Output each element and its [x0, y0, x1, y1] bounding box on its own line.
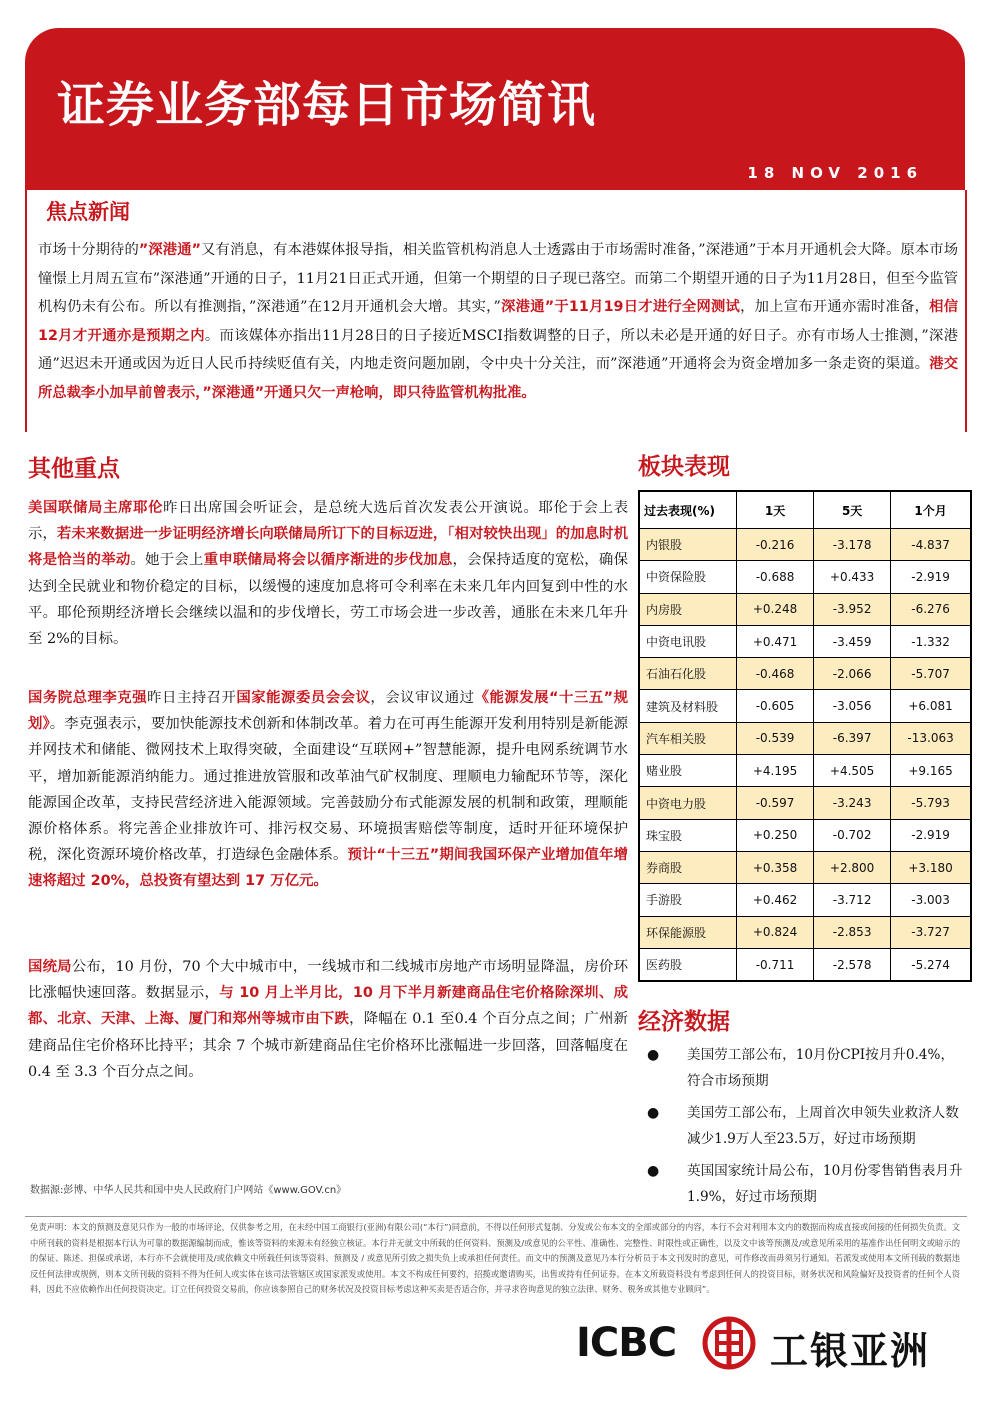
text-run: ，降幅在 0.1 至0.4 个百分点之间；广州新建商品住宅价格环比持平；其余 7 个城市新建商品住宅价格环比涨幅进一步回落，回落幅度在 0.4 至 3.3 个百分点之间。 — [28, 1011, 628, 1080]
value-1d-cell: +0.462 — [737, 884, 814, 916]
value-1d-cell: -0.216 — [737, 529, 814, 561]
list-item-text: 美国劳工部公布，上周首次申领失业救济人数减少1.9万人至23.5万，好过市场预期 — [687, 1105, 959, 1147]
text-run: 公布，10 月份，70 个大中城市中，一线城市和二线城市房地产市场明显降温，房价环比涨幅快速回落。数据显示， — [28, 959, 628, 1002]
value-5d-cell: -3.459 — [814, 625, 891, 657]
highlight-run: 预计“十三五”期间我国环保产业增加值年增速将超过 20%，总投资有望达到 17 万亿元。 — [28, 847, 628, 890]
sector-name-cell: 赌业股 — [639, 755, 737, 787]
value-1m-cell: -13.063 — [891, 722, 971, 754]
value-1m-cell: -4.837 — [891, 529, 971, 561]
value-1d-cell: -0.597 — [737, 787, 814, 819]
highlight-run: 国家能源委员会会议 — [236, 690, 371, 706]
sector-name-cell: 内银股 — [639, 529, 737, 561]
sector-name-cell: 券商股 — [639, 851, 737, 883]
text-run: ，加上宣布开通亦需时准备， — [740, 299, 930, 316]
data-source-note: 数据源:彭博、中华人民共和国中央人民政府门户网站《www.GOV.cn》 — [30, 1185, 347, 1196]
text-run: 又有消息，有本港媒体报导指，相关监管机构消息人士透露由于市场需时准备，”深港通”于本月开通机会大降。原本市场憧憬上月周五宣布”深港通”开通的日子，11月21日正式开通，但第一个期望的日子现已落空。而第二个期望开通的日子为11月28日，但至今监管机构仍未有公布。所以有推测指，”深港通”在12月开通机会大增。其实，” — [38, 242, 959, 316]
list-item — [645, 1100, 967, 1152]
sector-name-cell: 手游股 — [639, 884, 737, 916]
column-header: 5天 — [814, 491, 891, 529]
sector-name-cell: 中资电力股 — [639, 787, 737, 819]
value-5d-cell: +2.800 — [814, 851, 891, 883]
list-item-text: 美国劳工部公布，10月份CPI按月升0.4%，符合市场预期 — [687, 1047, 955, 1089]
value-5d-cell: +4.505 — [814, 755, 891, 787]
fed-paragraph — [28, 495, 628, 652]
text-run: 。而该媒体亦指出11月28日的日子接近MSCI指数调整的日子，所以未必是开通的好日子。亦有市场人士推测，”深港通”迟迟未开通或因为近日人民币持续贬值有关，内地走资问题加剧，令中央十分关注，而”深港通”开通将会为资金增加多一条走资的渠道。 — [38, 327, 958, 373]
column-header: 1天 — [737, 491, 814, 529]
bullet-icon: ● — [647, 1163, 660, 1179]
value-1d-cell: +0.471 — [737, 625, 814, 657]
value-1d-cell: +0.358 — [737, 851, 814, 883]
value-1d-cell: -0.539 — [737, 722, 814, 754]
list-item — [645, 1158, 967, 1210]
list-item-text: 英国国家统计局公布，10月份零售销售表月升1.9%，好过市场预期 — [687, 1163, 963, 1205]
highlight-run: 重申联储局将会以循序渐进的步伐加息 — [203, 552, 453, 569]
table-row — [639, 561, 971, 593]
value-1d-cell: -0.605 — [737, 690, 814, 722]
value-5d-cell: -0.702 — [814, 819, 891, 851]
list-item — [645, 1042, 967, 1094]
sector-name-cell: 珠宝股 — [639, 819, 737, 851]
sector-performance-table — [638, 490, 972, 982]
value-1m-cell: -6.276 — [891, 593, 971, 625]
value-1m-cell: -5.793 — [891, 787, 971, 819]
text-run: 昨日主持召开 — [147, 690, 237, 706]
value-1m-cell: +6.081 — [891, 690, 971, 722]
value-1d-cell: +0.824 — [737, 916, 814, 948]
table-row — [639, 658, 971, 690]
value-1d-cell: +4.195 — [737, 755, 814, 787]
highlight-run: 港交所总裁李小加早前曾表示，”深港通”开通只欠一声枪响，即只待监管机构批准。 — [38, 356, 959, 401]
sector-name-cell: 汽车相关股 — [639, 722, 737, 754]
other-highlights-heading: 其他重点 — [28, 456, 120, 482]
focus-news-heading: 焦点新闻 — [46, 200, 130, 224]
table-row — [639, 851, 971, 883]
text-run: 市场十分期待的 — [38, 242, 139, 258]
table-row — [639, 625, 971, 657]
table-row — [639, 787, 971, 819]
sector-performance-heading: 板块表现 — [638, 454, 730, 480]
table-row — [639, 948, 971, 981]
value-1m-cell: +9.165 — [891, 755, 971, 787]
value-5d-cell: +0.433 — [814, 561, 891, 593]
icbc-emblem-icon — [702, 1316, 756, 1370]
value-1d-cell: +0.248 — [737, 593, 814, 625]
value-5d-cell: -3.952 — [814, 593, 891, 625]
logo-english: ICBC — [576, 1320, 677, 1366]
property-paragraph — [28, 954, 628, 1085]
sector-name-cell: 环保能源股 — [639, 916, 737, 948]
text-run: 。她于会上 — [130, 552, 204, 569]
sector-name-cell: 中资电讯股 — [639, 625, 737, 657]
sector-name-cell: 医药股 — [639, 948, 737, 981]
report-date: 18 NOV 2016 — [747, 164, 923, 182]
bullet-icon: ● — [647, 1047, 660, 1063]
value-5d-cell: -2.578 — [814, 948, 891, 981]
highlight-run: 若未来数据进一步证明经济增长向联储局所订下的目标迈进，「相对较快出现」的加息时机将是恰当的举动 — [28, 526, 628, 569]
table-row — [639, 593, 971, 625]
economic-data-list — [645, 1042, 967, 1216]
table-row — [639, 916, 971, 948]
page-title: 证券业务部每日市场简讯 — [57, 77, 597, 133]
table-row — [639, 819, 971, 851]
value-5d-cell: -3.243 — [814, 787, 891, 819]
highlight-run: 美国联储局主席耶伦 — [28, 500, 164, 516]
table-row — [639, 690, 971, 722]
value-1m-cell: +3.180 — [891, 851, 971, 883]
highlight-run: 国务院总理李克强 — [28, 690, 148, 706]
value-5d-cell: -2.853 — [814, 916, 891, 948]
highlight-run: ”深港通” — [138, 242, 202, 258]
sector-name-cell: 建筑及材料股 — [639, 690, 737, 722]
value-1m-cell: -2.919 — [891, 819, 971, 851]
column-header: 1个月 — [891, 491, 971, 529]
value-1m-cell: -5.274 — [891, 948, 971, 981]
icbc-logo — [576, 1316, 964, 1372]
value-1d-cell: +0.250 — [737, 819, 814, 851]
highlight-run: 与 10 月上半月比，10 月下半月新建商品住宅价格除深圳、成都、北京、天津、上海、厦门和郑州等城市由下跌 — [28, 985, 628, 1028]
highlight-run: 深港通”于11月19日才进行全网测试 — [500, 299, 741, 316]
value-5d-cell: -6.397 — [814, 722, 891, 754]
text-run: ，会议审议通过 — [370, 690, 475, 706]
value-1d-cell: -0.688 — [737, 561, 814, 593]
text-run: 昨日出席国会听证会，是总统大选后首次发表公开演说。耶伦于会上表示， — [28, 500, 628, 543]
highlight-run: 《能源发展“十三五”规划》 — [28, 690, 628, 733]
highlight-run: 国统局 — [28, 959, 72, 975]
table-row — [639, 884, 971, 916]
sector-name-cell: 石油石化股 — [639, 658, 737, 690]
bullet-icon: ● — [647, 1105, 660, 1121]
value-1m-cell: -2.919 — [891, 561, 971, 593]
disclaimer-text: 免责声明：本文的预测及意见只作为一般的市场评论，仅供参考之用，在未经中国工商银行(亚洲)有限公司(“本行”)同意前，不得以任何形式复制、分发或公布本文的全部或部分的内容，本行不会对利用本文内的数据而构成直接或间接的任何损失负责。文中所刊载的资料是根据本行认为可靠的数据源编制而成，惟该等资料的来源未有经独立核证。本行并无就文中所载的任何资料、预测及/或意见的公平性、准确性、完整性、时限性或正确性，以及文中该等预测及/或意见所采用的基准作出任何明文或暗示的的保证、陈述、担保或承诺，本行亦不会就使用及/或依赖文中所载任何该等资料、预测及 / 或意见所引致之损失负上或承担任何责任。而文中的预测及意见乃本行分析员于本文刊发时的意见，可作修改而毋须另行通知。若派发或使用本文所刊载的数据违反任何法律或规例，则本文所刊载的资料不得为任何人或实体在该司法管辖区或国家派发或使用。本文不构成任何要约，招揽或邀请购买，出售或持有任何证券。在本文所载资料没有考虑到任何人的投资目标，财务状况和风险偏好及投资者的任何个人资料，因此不应依赖作出任何投资决定。订立任何投资交易前，你应该参照自己的财务状况及投资目标考虑这种买卖是否适合你，并寻求咨询意见的独立法律、财务、税务或其他专业顾问”。 — [30, 1222, 960, 1295]
energy-paragraph — [28, 685, 628, 895]
value-1d-cell: -0.468 — [737, 658, 814, 690]
value-1d-cell: -0.711 — [737, 948, 814, 981]
value-5d-cell: -3.056 — [814, 690, 891, 722]
economic-data-heading: 经济数据 — [638, 1009, 730, 1035]
table-header-row — [639, 491, 971, 529]
value-1m-cell: -1.332 — [891, 625, 971, 657]
divider — [25, 1216, 967, 1217]
value-5d-cell: -2.066 — [814, 658, 891, 690]
table-row — [639, 722, 971, 754]
value-1m-cell: -3.003 — [891, 884, 971, 916]
logo-chinese: 工银亚洲 — [770, 1329, 931, 1373]
sector-name-cell: 中资保险股 — [639, 561, 737, 593]
value-5d-cell: -3.178 — [814, 529, 891, 561]
text-run: 。李克强表示，要加快能源技术创新和体制改革。着力在可再生能源开发利用特别是新能源并网技术和储能、微网技术上取得突破，全面建设“互联网+”智慧能源，提升电网系统调节水平，增加新能源消纳能力。通过推进放管服和改革油气矿权制度、理顺电力输配环节等，深化能源国企改革，支持民营经济进入能源领域。完善鼓励分布式能源发展的机制和政策，理顺能源价格体系。将完善企业排放许可、排污权交易、环境损害赔偿等制度，适时开征环境保护税，深化资源环境价格改革，打造绿色金融体系。 — [28, 716, 628, 864]
value-1m-cell: -3.727 — [891, 916, 971, 948]
focus-news-text — [38, 236, 958, 408]
value-1m-cell: -5.707 — [891, 658, 971, 690]
table-row — [639, 755, 971, 787]
column-header: 过去表现(%) — [639, 491, 737, 529]
text-run: ，会保持适度的宽松，确保达到全民就业和物价稳定的目标，以缓慢的速度加息将可令利率在未来几年内回复到中性的水平。耶伦预期经济增长会继续以温和的步伐增长，劳工市场会进一步改善，通胀在未来几年升至 2%的目标。 — [28, 552, 628, 648]
sector-name-cell: 内房股 — [639, 593, 737, 625]
highlight-run: 相信12月才开通亦是预期之内 — [38, 299, 958, 344]
header-banner — [25, 28, 965, 190]
table-row — [639, 529, 971, 561]
value-5d-cell: -3.712 — [814, 884, 891, 916]
